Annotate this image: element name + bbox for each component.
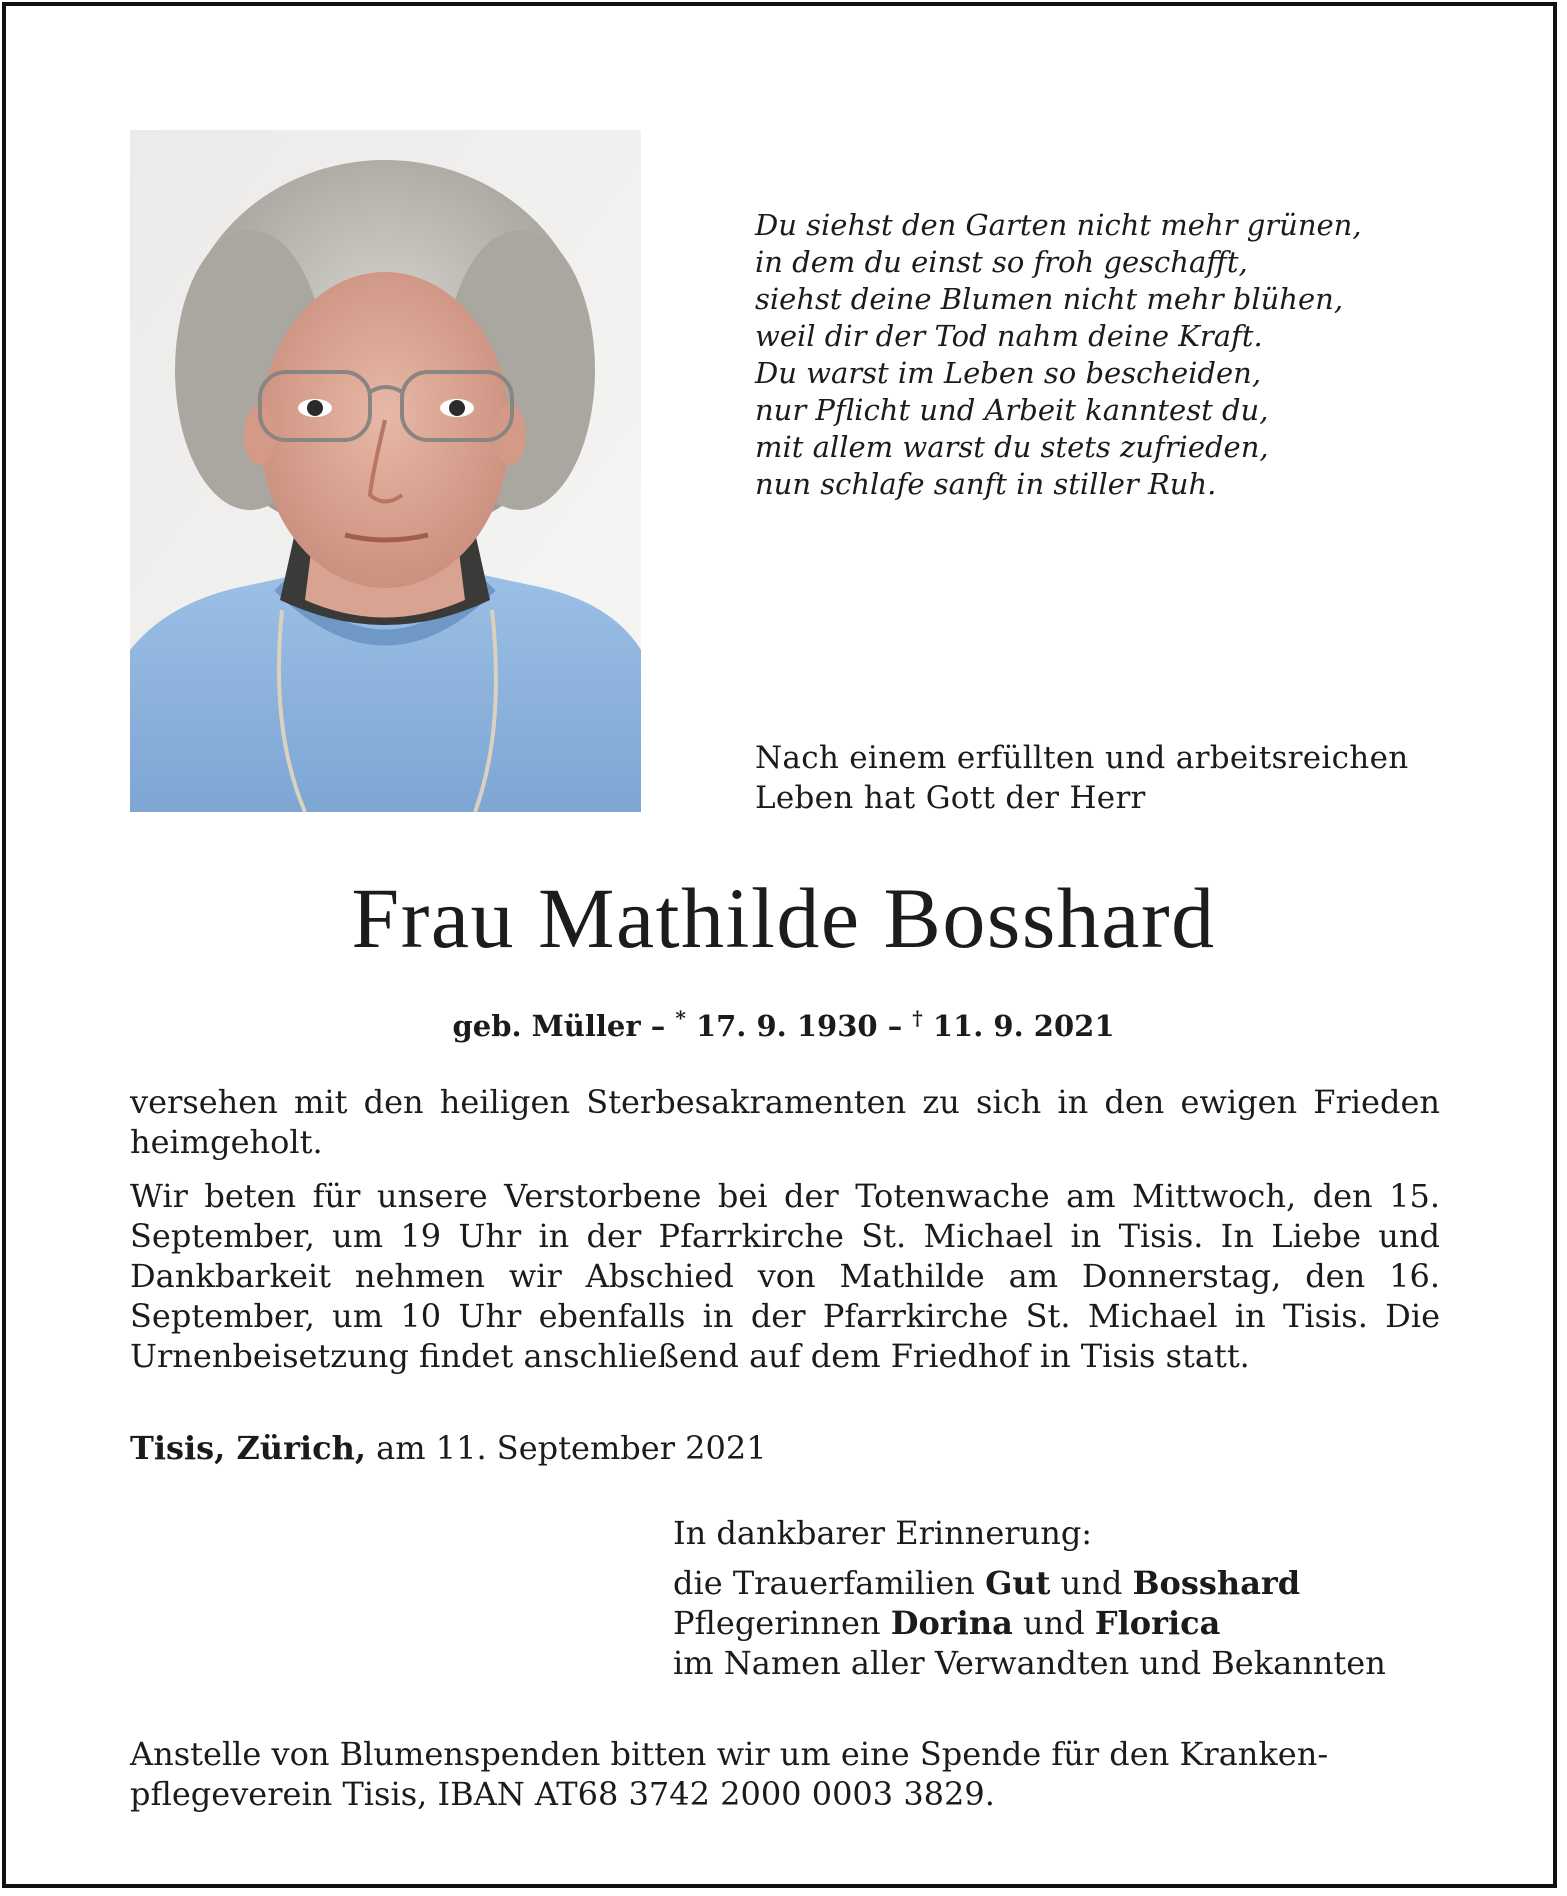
birth-name: geb. Müller	[452, 1009, 641, 1043]
portrait-photo	[130, 130, 641, 812]
donation-line: pflegeverein Tisis, IBAN AT68 3742 2000 0003 3829.	[130, 1775, 995, 1813]
signature-line	[673, 1603, 1493, 1643]
portrait-illustration	[130, 130, 641, 812]
caregiver-name: Florica	[1094, 1604, 1221, 1642]
born-date: 17. 9. 1930	[695, 1009, 878, 1043]
separator: –	[650, 1009, 666, 1043]
conjunction: und	[1022, 1604, 1085, 1642]
signature-prefix: die Trauerfamilien	[673, 1564, 975, 1602]
born-symbol: *	[675, 1006, 686, 1030]
intro-line: Nach einem erfüllten und arbeitsreichen	[755, 740, 1409, 776]
poem-line: in dem du einst so froh geschafft,	[755, 245, 1248, 279]
poem-line: siehst deine Blumen nicht mehr blühen,	[755, 282, 1344, 316]
died-date: 11. 9. 2021	[932, 1009, 1115, 1043]
poem-line: Du siehst den Garten nicht mehr grünen,	[755, 208, 1362, 242]
deceased-name: Frau Mathilde Bosshard	[351, 870, 1216, 966]
caregiver-name: Dorina	[890, 1604, 1013, 1642]
intro-text	[755, 738, 1475, 818]
life-dates	[0, 998, 1567, 1046]
intro-line: Leben hat Gott der Herr	[755, 780, 1146, 816]
announcement-date: am 11. September 2021	[376, 1429, 767, 1467]
poem-line: nur Pflicht und Arbeit kanntest du,	[755, 393, 1269, 427]
announcement-body	[130, 1082, 1440, 1376]
memorial-poem	[755, 207, 1475, 503]
poem-line: weil dir der Tod nahm deine Kraft.	[755, 319, 1263, 353]
poem-line: nun schlafe sanft in stiller Ruh.	[755, 467, 1217, 501]
signature-prefix: Pflegerinnen	[673, 1604, 881, 1642]
place-and-date	[130, 1428, 1030, 1468]
conjunction: und	[1060, 1564, 1123, 1602]
signature-line: im Namen aller Verwandten und Bekannten	[673, 1644, 1386, 1682]
signature-block	[673, 1513, 1493, 1683]
poem-line: mit allem warst du stets zufrieden,	[755, 430, 1269, 464]
locations: Tisis, Zürich,	[130, 1429, 366, 1467]
signature-line	[673, 1563, 1493, 1603]
separator: –	[887, 1009, 903, 1043]
signature-heading: In dankbarer Erinnerung:	[673, 1514, 1093, 1552]
family-name: Gut	[985, 1564, 1051, 1602]
donation-notice	[130, 1734, 1440, 1814]
died-symbol: †	[912, 1006, 923, 1030]
donation-line: Anstelle von Blumenspenden bitten wir um eine Spende für den Kranken-	[130, 1735, 1329, 1773]
paragraph: versehen mit den heiligen Sterbesakramenten zu sich in den ewigen Frieden heimgeholt.	[130, 1083, 1440, 1161]
paragraph: Wir beten für unsere Verstorbene bei der Totenwache am Mittwoch, den 15. September, um 19 Uhr in der Pfarrkirche St. Michael in Tisis. In Liebe und Dankbarkeit nehmen wir Abschied von Mathilde am Donnerstag, den 16. September, um 10 Uhr ebenfalls in der Pfarrkirche St. Michael in Tisis. Die Urnenbeisetzung findet anschließend auf dem Friedhof in Tisis statt.	[130, 1177, 1440, 1375]
poem-line: Du warst im Leben so bescheiden,	[755, 356, 1262, 390]
family-name: Bosshard	[1132, 1564, 1301, 1602]
